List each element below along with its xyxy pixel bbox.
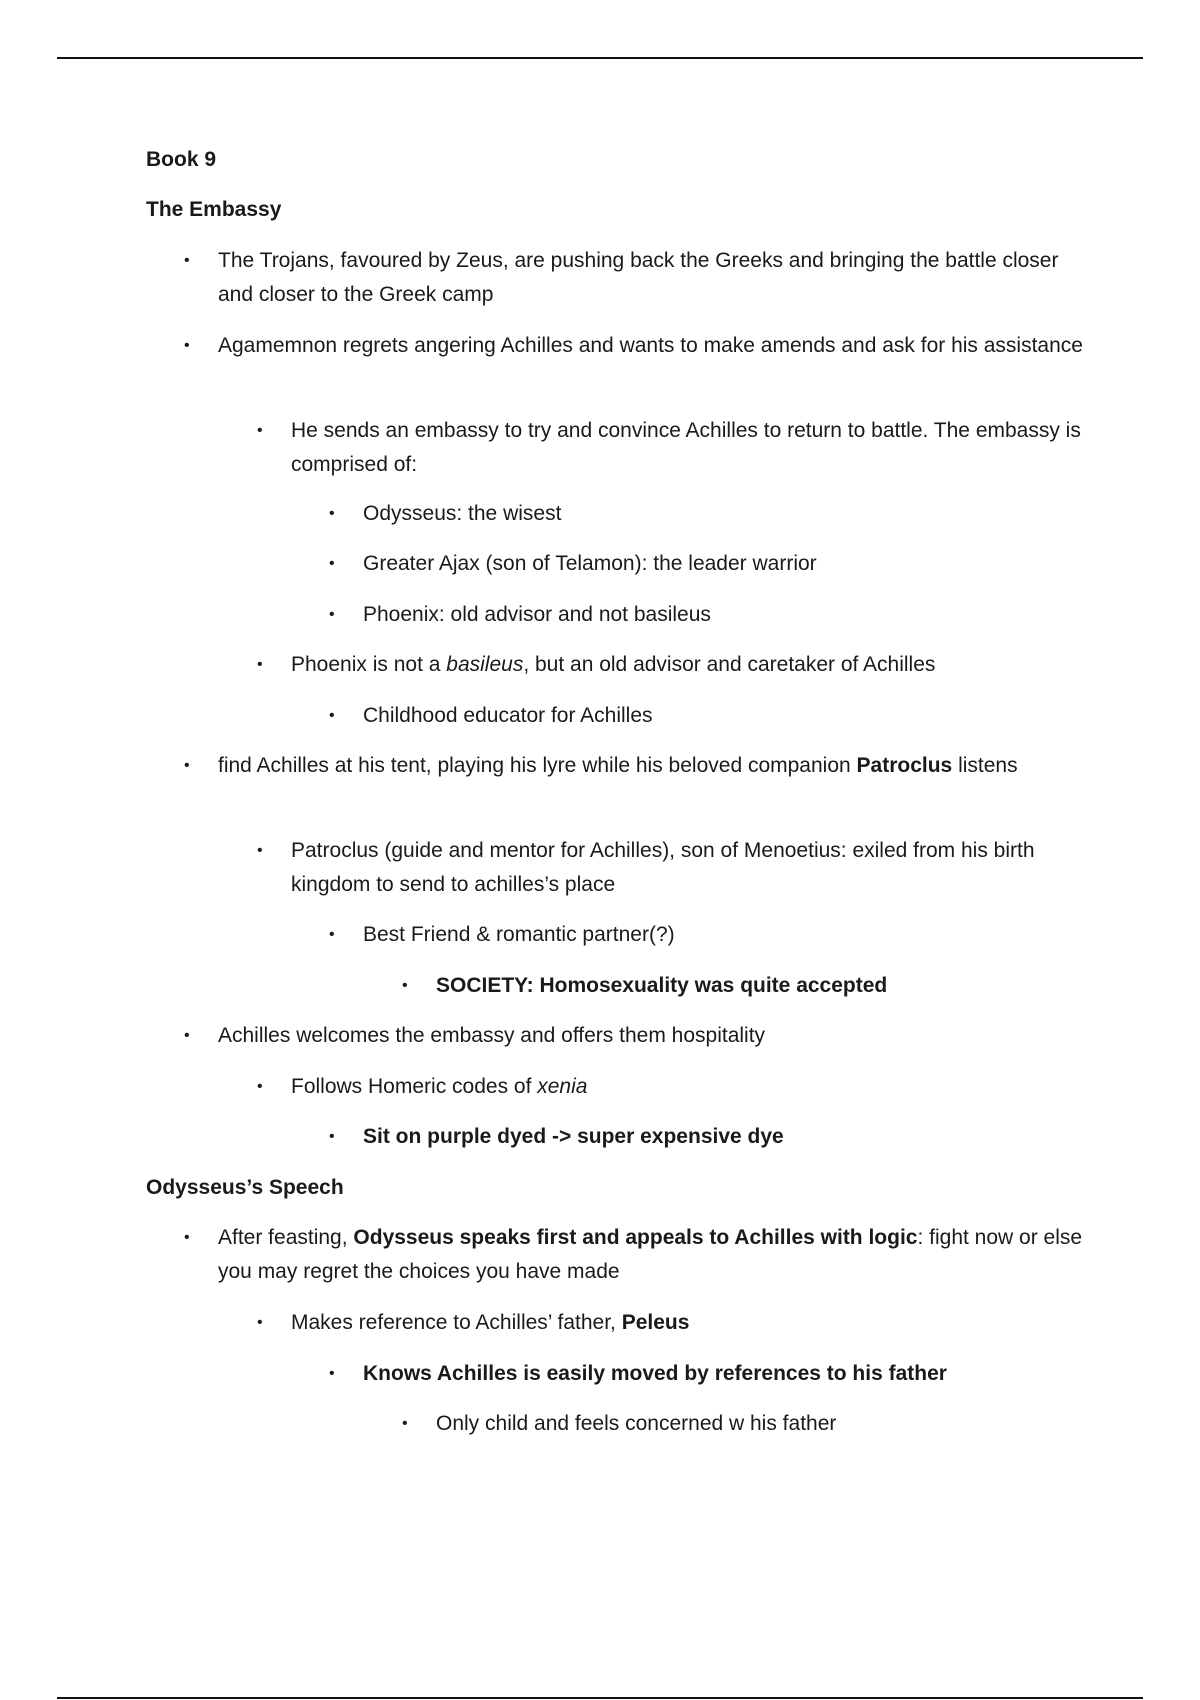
list-item [402,1407,1106,1441]
bold-text: Odysseus speaks first and appeals to Achilles with logic [353,1226,918,1249]
list-item [257,1070,1091,1104]
bullet-icon: • [329,606,335,623]
bold-text: Patroclus [856,754,953,777]
emphasis-text: xenia [537,1075,588,1098]
list-item-text: Only child and feels concerned w his father [436,1412,837,1435]
list-item [329,918,1103,952]
list-item [329,497,1103,531]
bullet-icon: • [402,1415,408,1432]
list-item [329,1120,1103,1154]
list-item [257,414,1091,482]
list-item [257,834,1091,902]
emphasis-text: basileus [446,653,524,676]
list-item [184,1221,1098,1289]
list-item-text: He sends an embassy to try and convince Achilles to return to battle. The embassy is comprised of: [291,419,1081,476]
list-item-text-part: After feasting, [218,1226,354,1249]
list-item-text-part: Makes reference to Achilles’ father, [291,1311,622,1334]
bold-text: SOCIETY: Homosexuality was quite accepted [436,974,888,997]
bold-text: Sit on purple dyed -> super expensive dye [363,1125,784,1148]
list-item-text: Agamemnon regrets angering Achilles and wants to make amends and ask for his assistance [218,334,1083,357]
bullet-icon: • [257,1078,263,1095]
list-item-text: The Trojans, favoured by Zeus, are pushing back the Greeks and bringing the battle closer and closer to the Greek camp [218,249,1059,306]
list-item [402,969,1106,1003]
bullet-icon: • [257,656,263,673]
bullet-icon: • [329,707,335,724]
bullet-icon: • [257,1314,263,1331]
list-item-text: Childhood educator for Achilles [363,704,653,727]
list-item-text-part: Follows Homeric codes of [291,1075,538,1098]
list-item [184,1019,1098,1053]
bold-text: Peleus [621,1311,690,1334]
list-item [184,749,1098,783]
list-item [184,244,1098,312]
bullet-icon: • [257,842,263,859]
bold-text: Knows Achilles is easily moved by references to his father [363,1362,947,1385]
section-heading-embassy: The Embassy [146,198,282,221]
bullet-icon: • [184,337,190,354]
bullet-icon: • [184,1229,190,1246]
list-item [329,598,1103,632]
bullet-icon: • [184,252,190,269]
list-item-text: Odysseus: the wisest [363,502,562,525]
bullet-icon: • [257,422,263,439]
bullet-icon: • [329,555,335,572]
bullet-icon: • [184,757,190,774]
list-item-text: Phoenix: old advisor and not basileus [363,603,711,626]
section-heading-odysseus-speech: Odysseus’s Speech [146,1176,344,1199]
list-item [329,1357,1103,1391]
list-item-text-part: listens [952,754,1018,777]
list-item-text: Greater Ajax (son of Telamon): the leader warrior [363,552,817,575]
bullet-icon: • [329,1365,335,1382]
bullet-icon: • [329,505,335,522]
list-item-text: Best Friend & romantic partner(?) [363,923,675,946]
list-item [329,699,1103,733]
bottom-rule [57,1697,1143,1699]
list-item [257,648,1091,682]
list-item [257,1306,1091,1340]
list-item-text-part: Phoenix is not a [291,653,447,676]
bullet-icon: • [329,926,335,943]
book-title: Book 9 [146,148,217,171]
bullet-icon: • [329,1128,335,1145]
list-item [329,547,1103,581]
list-item-text-part: find Achilles at his tent, playing his lyre while his beloved companion [218,754,857,777]
bullet-icon: • [402,977,408,994]
list-item-text: Patroclus (guide and mentor for Achilles), son of Menoetius: exiled from his birth kingdom to send to achilles’s place [291,839,1035,896]
list-item-text-part: , but an old advisor and caretaker of Achilles [523,653,936,676]
list-item-text: Achilles welcomes the embassy and offers them hospitality [218,1024,766,1047]
list-item-text-part: : fight now or else you may regret the choices you have made [218,1226,1083,1283]
bullet-icon: • [184,1027,190,1044]
top-rule [57,57,1143,59]
list-item [184,329,1098,363]
